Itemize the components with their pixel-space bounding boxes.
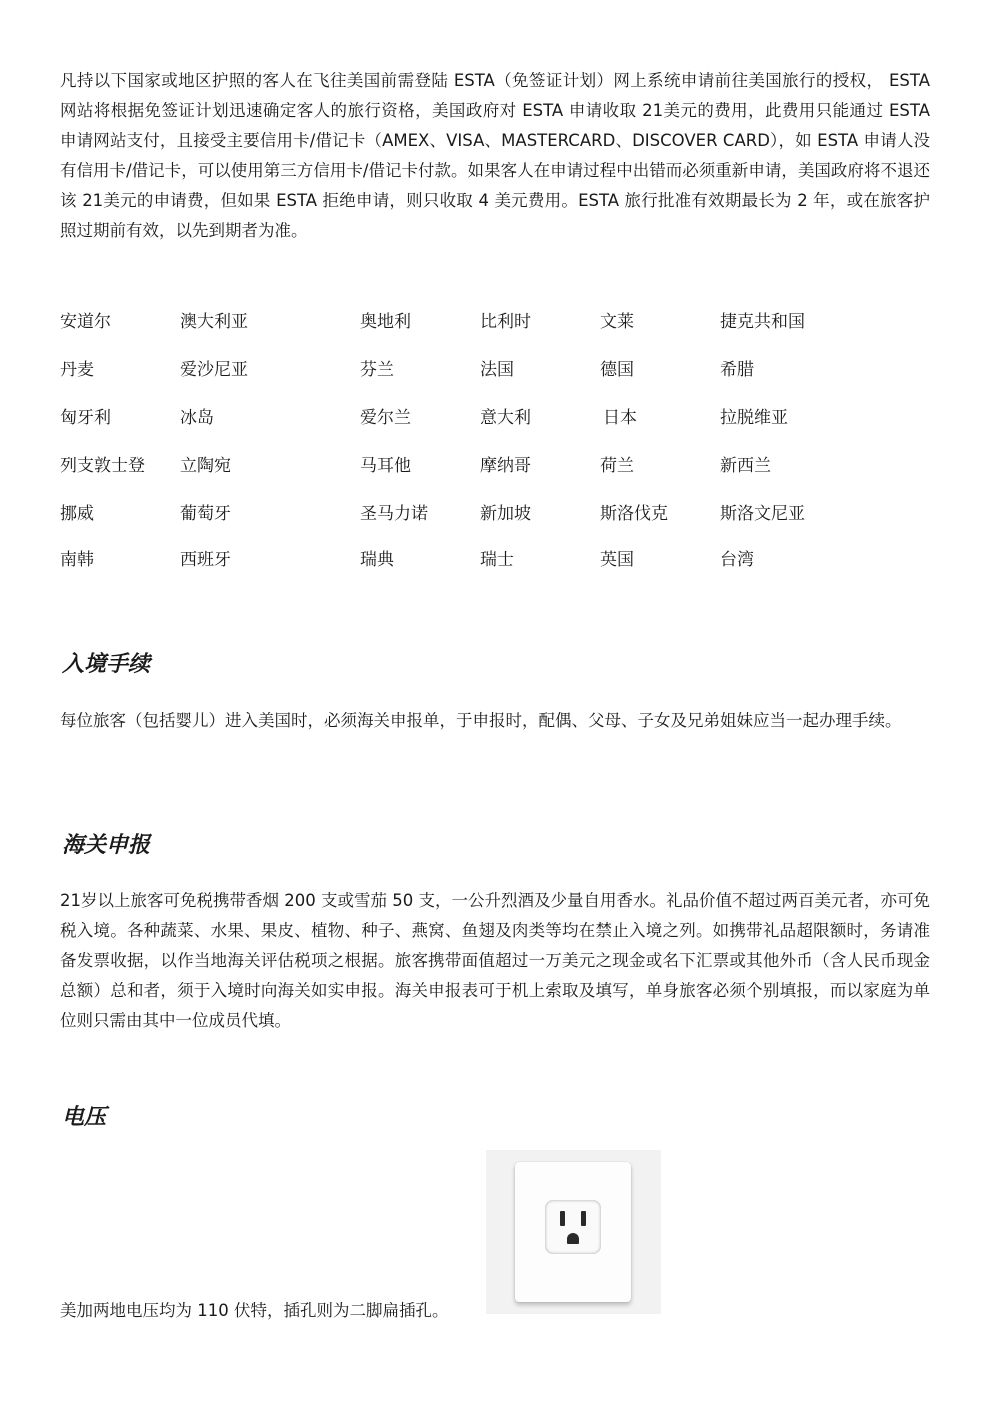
visa-waiver-country-list xyxy=(60,0,930,570)
outlet-slot-right xyxy=(581,1211,586,1226)
country-name: 新西兰 xyxy=(720,456,771,476)
country-name: 摩纳哥 xyxy=(480,456,531,476)
outlet-plate xyxy=(515,1162,631,1302)
country-name: 南韩 xyxy=(60,550,94,570)
power-outlet-image xyxy=(486,1150,661,1314)
outlet-slot-left xyxy=(560,1211,565,1226)
country-name: 新加坡 xyxy=(480,504,531,524)
customs-declaration-heading: 海关申报 xyxy=(62,833,151,858)
country-name: 匈牙利 xyxy=(60,408,111,428)
country-name: 斯洛文尼亚 xyxy=(720,504,805,524)
country-name: 捷克共和国 xyxy=(720,312,805,332)
country-name: 文莱 xyxy=(600,312,634,332)
country-name: 瑞典 xyxy=(360,550,394,570)
country-name: 荷兰 xyxy=(600,456,634,476)
entry-procedures-paragraph: 每位旅客（包括婴儿）进入美国时，必须海关申报单，于申报时，配偶、父母、子女及兄弟姐妹应当一起办理手续。 xyxy=(60,711,902,730)
country-name: 葡萄牙 xyxy=(180,504,231,524)
country-name: 丹麦 xyxy=(60,360,94,380)
country-name: 爱尔兰 xyxy=(360,408,411,428)
country-name: 列支敦士登 xyxy=(60,456,145,476)
country-name: 安道尔 xyxy=(60,312,111,332)
country-name: 瑞士 xyxy=(480,550,514,570)
country-name: 冰岛 xyxy=(180,408,214,428)
country-name: 圣马力诺 xyxy=(360,504,428,524)
country-name: 马耳他 xyxy=(360,456,411,476)
country-name: 日本 xyxy=(603,408,637,428)
country-name: 立陶宛 xyxy=(180,456,231,476)
power-outlet-icon xyxy=(545,1200,601,1254)
voltage-paragraph: 美加两地电压均为 110 伏特，插孔则为二脚扁插孔。 xyxy=(60,1301,449,1320)
outlet-ground-hole xyxy=(567,1233,579,1244)
country-name: 奥地利 xyxy=(360,312,411,332)
country-name: 斯洛伐克 xyxy=(600,504,668,524)
voltage-heading: 电压 xyxy=(62,1105,107,1130)
country-name: 法国 xyxy=(480,360,514,380)
country-name: 爱沙尼亚 xyxy=(180,360,248,380)
country-name: 西班牙 xyxy=(180,550,231,570)
country-name: 比利时 xyxy=(480,312,531,332)
country-name: 挪威 xyxy=(60,504,94,524)
customs-declaration-paragraph: 21岁以上旅客可免税携带香烟 200 支或雪茄 50 支，一公升烈酒及少量自用香水。礼品价值不超过两百美元者，亦可免税入境。各种蔬菜、水果、果皮、植物、种子、燕窝、鱼翅及肉类等均在禁止入境之列。如携带礼品超限额时，务请准备发票收据，以作当地海关评估税项之根据。旅客携带面值超过一万美元之现金或名下汇票或其他外币（含人民币现金总额）总和者，须于入境时向海关如实申报。海关申报表可于机上索取及填写，单身旅客必须个别填报，而以家庭为单位则只需由其中一位成员代填。 xyxy=(60,891,930,1030)
country-name: 英国 xyxy=(600,550,634,570)
country-name: 德国 xyxy=(600,360,634,380)
entry-procedures-heading: 入境手续 xyxy=(62,652,151,677)
country-name: 台湾 xyxy=(720,550,754,570)
esta-intro-paragraph: 凡持以下国家或地区护照的客人在飞往美国前需登陆 ESTA（免签证计划）网上系统申请前往美国旅行的授权， ESTA 网站将根据免签证计划迅速确定客人的旅行资格，美国政府对 ESTA 申请收取 21美元的费用，此费用只能通过 ESTA 申请网站支付，且接受主要信用卡/借记卡（AMEX、VISA、MASTERCARD、DISCOVER CARD），如 ESTA 申请人没有信用卡/借记卡，可以使用第三方信用卡/借记卡付款。如果客人在申请过程中出错而必须重新申请，美国政府将不退还该 21美元的申请费，但如果 ESTA 拒绝申请，则只收取 4 美元费用。ESTA 旅行批准有效期最长为 2 年，或在旅客护照过期前有效，以先到期者为准。 xyxy=(60,71,930,240)
country-name: 希腊 xyxy=(720,360,754,380)
country-name: 芬兰 xyxy=(360,360,394,380)
country-name: 拉脱维亚 xyxy=(720,408,788,428)
country-name: 意大利 xyxy=(480,408,531,428)
country-name: 澳大利亚 xyxy=(180,312,248,332)
